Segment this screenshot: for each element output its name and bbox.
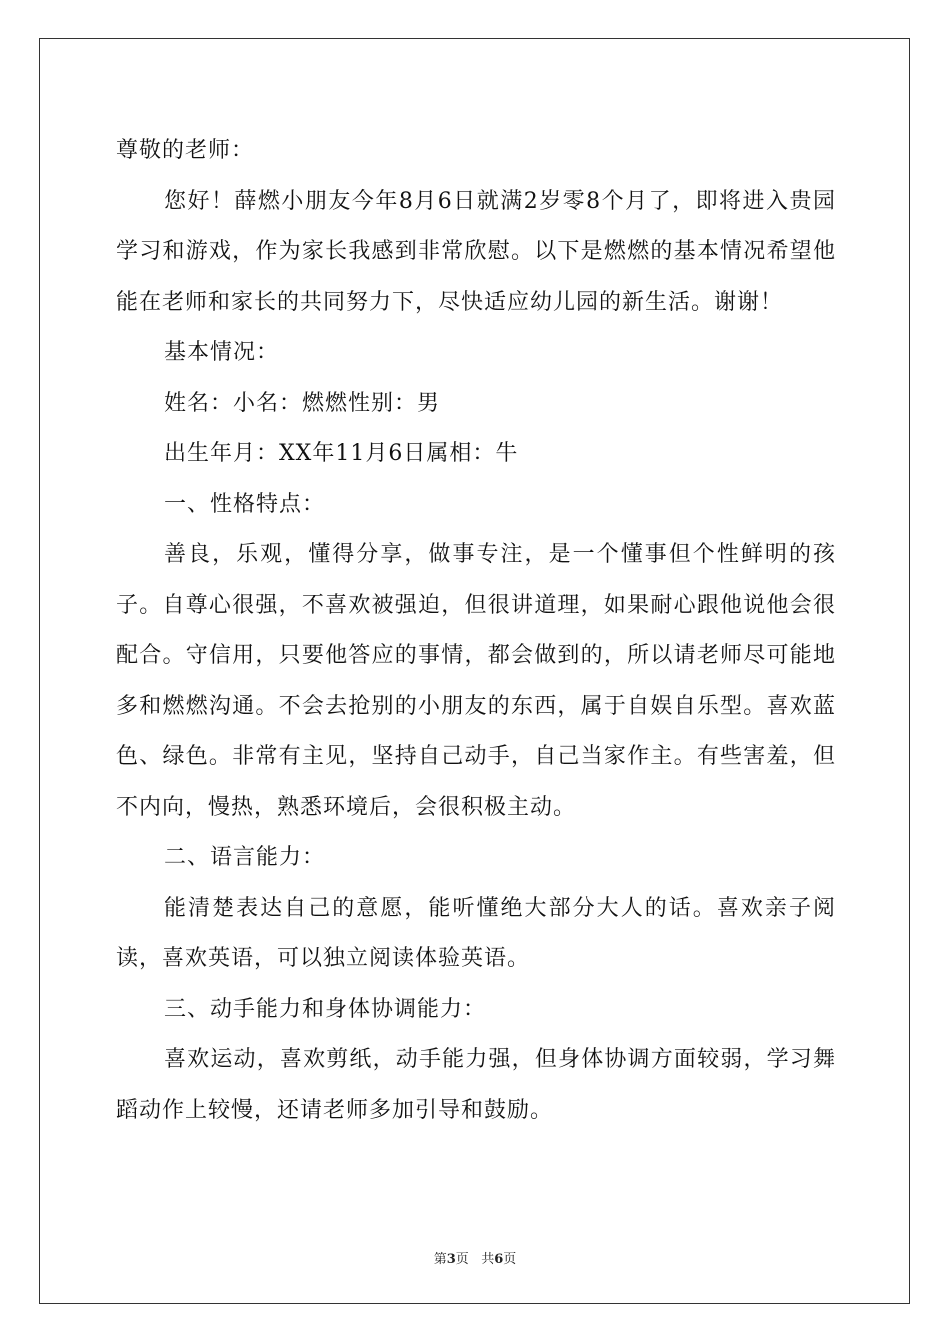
section-2-heading: 二、语言能力： [164, 845, 326, 870]
section-3-body: 喜欢运动，喜欢剪纸，动手能力强，但身体协调方面较弱，学习舞蹈动作上较慢，还请老师多加引导和鼓励。 [116, 1047, 836, 1123]
page-number: 3 [446, 1252, 456, 1267]
page-suffix: 页 [455, 1252, 469, 1267]
total-prefix: 共 [481, 1252, 495, 1267]
basic-info-heading: 基本情况： [164, 340, 280, 365]
page-footer [0, 1248, 950, 1267]
name-line: 姓名：小名：燃燃性别：男 [164, 390, 441, 416]
document-body [116, 126, 836, 1136]
birth-line: 出生年月：XX年11月6日属相：牛 [164, 441, 519, 466]
total-pages: 6 [494, 1252, 504, 1267]
section-3-heading: 三、动手能力和身体协调能力： [164, 996, 487, 1022]
salutation: 尊敬的老师： [116, 138, 255, 163]
section-2-body: 能清楚表达自己的意愿，能听懂绝大部分大人的话。喜欢亲子阅读，喜欢英语，可以独立阅读体验英语。 [116, 895, 836, 971]
section-1-body: 善良，乐观，懂得分享，做事专注，是一个懂事但个性鲜明的孩子。自尊心很强，不喜欢被强迫，但很讲道理，如果耐心跟他说他会很配合。守信用，只要他答应的事情，都会做到的，所以请老师尽可能地多和燃燃沟通。不会去抢别的小朋友的东西，属于自娱自乐型。喜欢蓝色、绿色。非常有主见，坚持自己动手，自己当家作主。有些害羞，但不内向，慢热，熟悉环境后，会很积极主动。 [116, 542, 836, 820]
section-1-heading: 一、性格特点： [164, 491, 326, 517]
total-suffix: 页 [503, 1252, 517, 1267]
intro-paragraph: 您好！薛燃小朋友今年8月6日就满2岁零8个月了，即将进入贵园学习和游戏，作为家长我感到非常欣慰。以下是燃燃的基本情况希望他能在老师和家长的共同努力下，尽快适应幼儿园的新生活。谢谢！ [116, 188, 836, 315]
page-prefix: 第 [433, 1252, 447, 1267]
